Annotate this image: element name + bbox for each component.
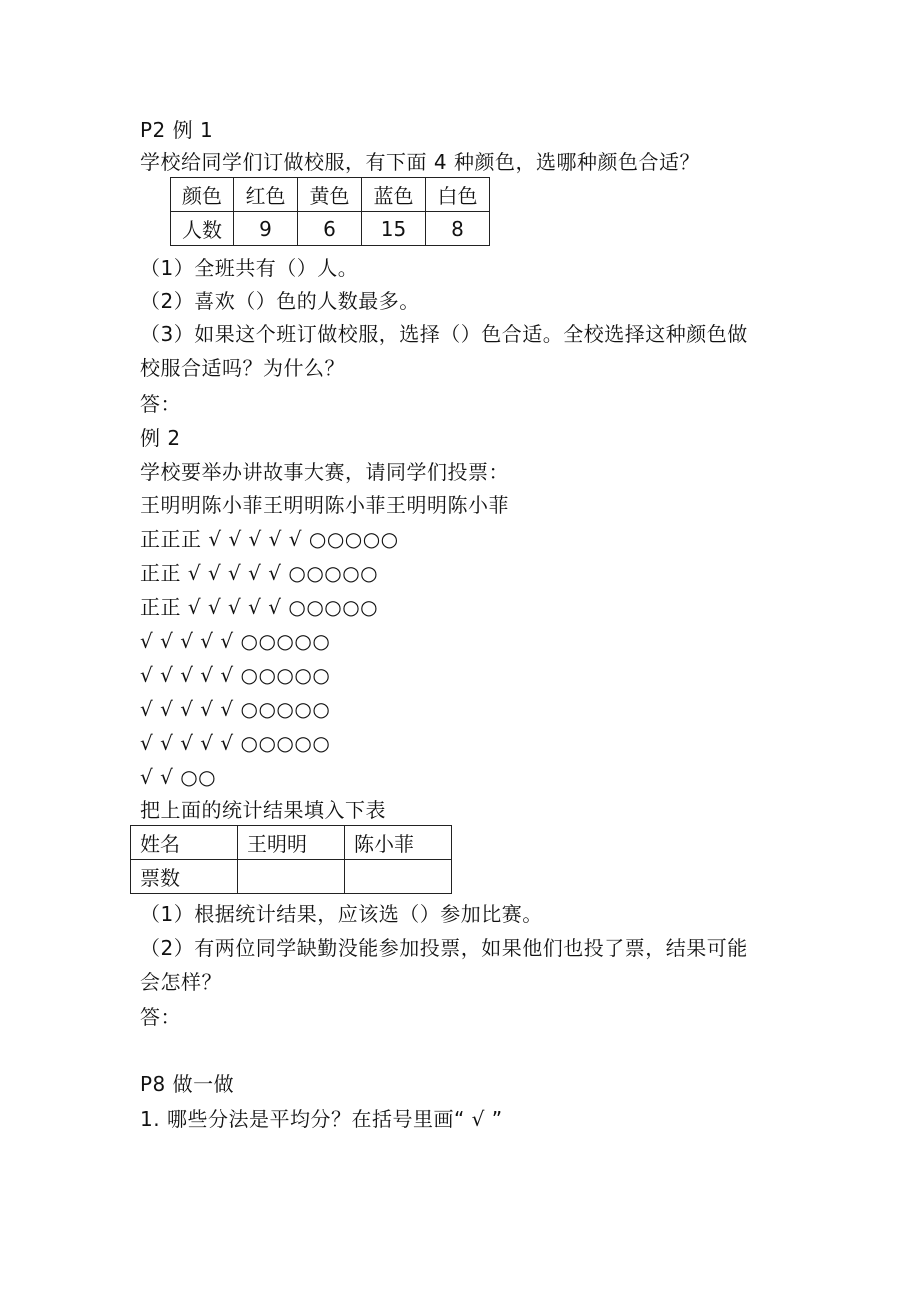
- table-cell: 票数: [131, 860, 238, 894]
- table-row: [131, 860, 452, 894]
- section3-item1: 1. 哪些分法是平均分？在括号里画“ √ ”: [140, 1107, 503, 1131]
- table-cell: 红色: [234, 178, 298, 212]
- section3-heading: P8 做一做: [140, 1072, 235, 1096]
- table-cell: [238, 860, 345, 894]
- table-row: [131, 826, 452, 860]
- table-cell: 6: [298, 212, 362, 246]
- table-cell: 9: [234, 212, 298, 246]
- section1-q1: （1）全班共有（）人。: [140, 256, 359, 280]
- table-row: [171, 212, 490, 246]
- vote-count-table: [130, 825, 452, 894]
- section1-q3-line1: （3）如果这个班订做校服，选择（）色合适。全校选择这种颜色做: [140, 322, 748, 346]
- tally-line: √ √ √ √ √ ○○○○○: [140, 697, 331, 721]
- table-cell: 蓝色: [362, 178, 426, 212]
- section1-q2: （2）喜欢（）色的人数最多。: [140, 289, 420, 313]
- table-cell: 白色: [426, 178, 490, 212]
- table-cell: 陈小菲: [345, 826, 452, 860]
- section1-answer: 答：: [140, 392, 181, 416]
- tally-line: √ √ √ √ √ ○○○○○: [140, 629, 331, 653]
- section2-q2-line2: 会怎样？: [140, 970, 222, 994]
- section2-q1: （1）根据统计结果，应该选（）参加比赛。: [140, 902, 543, 926]
- table-cell: 黄色: [298, 178, 362, 212]
- tally-line: 正正正 √ √ √ √ √ ○○○○○: [140, 527, 399, 551]
- color-vote-table: [170, 177, 490, 246]
- section1-heading: P2 例 1: [140, 118, 214, 142]
- table-cell: 15: [362, 212, 426, 246]
- table-cell: 姓名: [131, 826, 238, 860]
- tally-line: √ √ √ √ √ ○○○○○: [140, 731, 331, 755]
- tally-line: 正正 √ √ √ √ √ ○○○○○: [140, 595, 379, 619]
- tally-line: 正正 √ √ √ √ √ ○○○○○: [140, 561, 379, 585]
- section2-heading: 例 2: [140, 426, 181, 450]
- fill-instruction: 把上面的统计结果填入下表: [140, 798, 386, 822]
- section2-intro: 学校要举办讲故事大赛，请同学们投票：: [140, 460, 509, 484]
- table-cell: 王明明: [238, 826, 345, 860]
- section2-q2-line1: （2）有两位同学缺勤没能参加投票，如果他们也投了票，结果可能: [140, 936, 748, 960]
- tally-line: √ √ ○○: [140, 765, 217, 789]
- tally-line: √ √ √ √ √ ○○○○○: [140, 663, 331, 687]
- table-cell: 8: [426, 212, 490, 246]
- table-cell: 颜色: [171, 178, 234, 212]
- table-cell: [345, 860, 452, 894]
- table-cell: 人数: [171, 212, 234, 246]
- section1-question: 学校给同学们订做校服，有下面 4 种颜色，选哪种颜色合适？: [140, 150, 700, 174]
- section2-names-line: 王明明陈小菲王明明陈小菲王明明陈小菲: [140, 493, 509, 517]
- table-row: [171, 178, 490, 212]
- section2-answer: 答：: [140, 1005, 181, 1029]
- section1-q3-line2: 校服合适吗？为什么？: [140, 356, 345, 380]
